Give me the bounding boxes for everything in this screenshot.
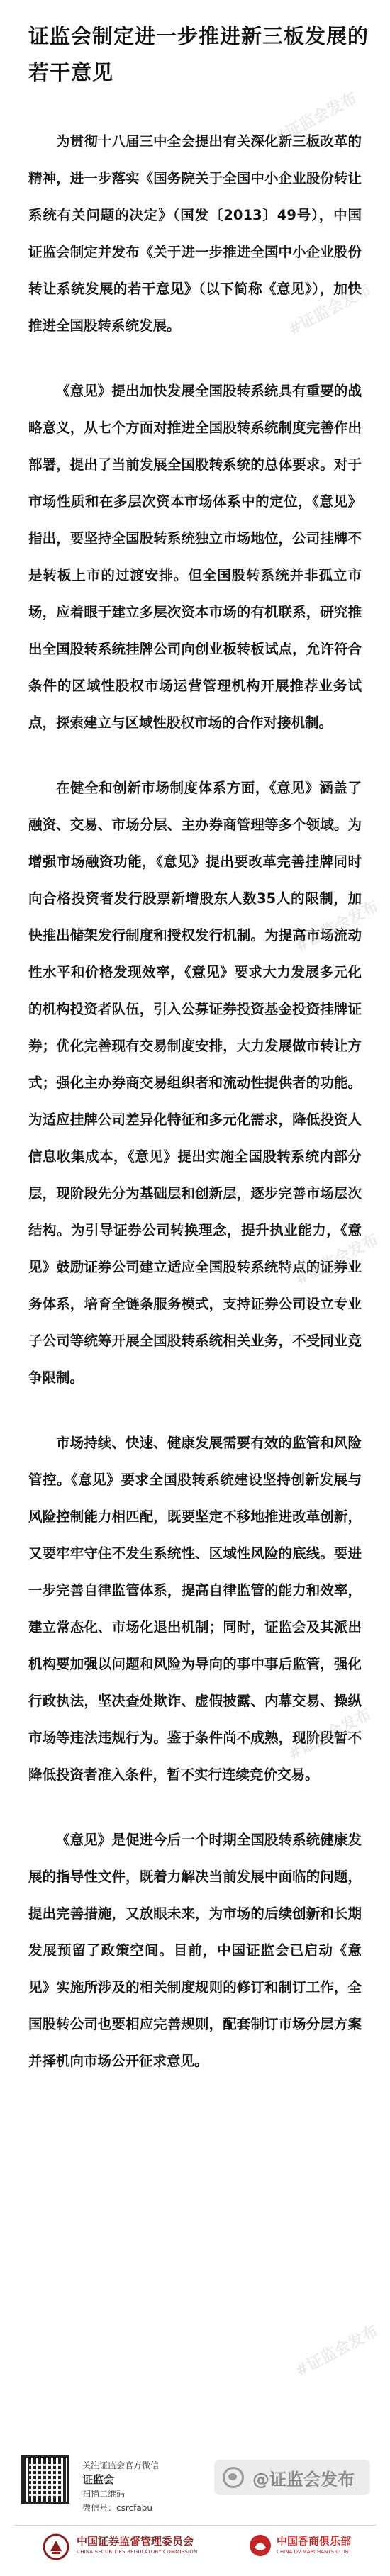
weibo-badge[interactable] (214, 2460, 370, 2495)
club-logo-icon (248, 2533, 272, 2558)
paragraph-supervision: 市场持续、快速、健康发展需要有效的监管和风险管控。《意见》要求全国股转系统建设坚持创新发展与风险控制能力相匹配，既要坚定不移地推进改革创新，又要牢牢守住不发生系统性、区域性风险的底线。要进一步完善自律监管体系，提高自律监管的能力和效率，建立常态化、市场化退出机制；同时，证监会及其派出机构要加强以问题和风险为导向的事中事后监管，强化行政执法，坚决查处欺诈、虚假披露、内幕交易、操纵市场等违法违规行为。鉴于条件尚不成熟，现阶段暂不降低投资者准入条件，暂不实行连续竞价交易。 (28, 1435, 362, 1783)
qr-code-icon[interactable] (21, 2455, 69, 2504)
paragraph-overview: 《意见》提出加快发展全国股转系统具有重要的战略意义，从七个方面对推进全国股转系统制度完善作出部署，提出了当前发展全国股转系统的总体要求。对于市场性质和在多层次资本市场体系中的定位，《意见》指出，要坚持全国股转系统独立市场地位，公司挂牌不是转板上市的过渡安排。但全国股转系统并非孤立市场，应着眼于建立多层次资本市场的有机联系，研究推出全国股转系统挂牌公司向创业板转板试点，允许符合条件的区域性股权市场运营管理机构开展推荐业务试点，探索建立与区域性股权市场的合作对接机制。 (28, 383, 362, 731)
paragraph-conclusion: 《意见》是促进今后一个时期全国股转系统健康发展的指导性文件，既着力解决当前发展中面临的问题，提出完善措施，又放眼未来，为市场的后续创新和长期发展预留了政策空间。目前，中国证监会已启动《意见》实施所涉及的相关制度规则的修订和制订工作，全国股转公司也要相应完善规则，配套制订市场分层方案并择机向市场公开征求意见。 (28, 1832, 362, 2069)
club-logo-text (277, 2535, 383, 2556)
watermark-text: #证监会发布 (292, 2322, 381, 2381)
watermark-text: #证监会发布 (271, 89, 360, 148)
csrc-name-en: CHINA SECURITIES REGULATORY COMMISSION (77, 2549, 198, 2555)
watermark-text: #证监会发布 (285, 1706, 374, 1764)
csrc-emblem-icon (43, 2533, 69, 2560)
weibo-account-label: @证监会发布 (252, 2470, 355, 2490)
promo-text (82, 2458, 196, 2515)
promo-brand: 证监会 (82, 2473, 115, 2486)
follow-promo (9, 2443, 381, 2514)
watermark-text: #证监会发布 (292, 1231, 381, 1289)
footer-divider (14, 2525, 376, 2526)
club-name-en: CHINA DV MARCHANTS CLUB (277, 2549, 349, 2555)
club-name: 中国香商俱乐部 (277, 2535, 352, 2548)
csrc-logo-text (77, 2535, 233, 2556)
paragraph-intro: 为贯彻十八届三中全会提出有关深化新三板改革的精神，进一步落实《国务院关于全国中小企业股份转让系统有关问题的决定》（国发〔2013〕49号），中国证监会制定并发布《关于进一步推进全国中小企业股份转让系统发展的若干意见》（以下简称《意见》），加快推进全国股转系统发展。 (28, 133, 362, 334)
article-body (0, 91, 390, 2080)
paragraph-market-system: 在健全和创新市场制度体系方面，《意见》涵盖了融资、交易、市场分层、主办券商管理等多个领域。为增强市场融资功能，《意见》提出要改革完善挂牌同时向合格投资者发行股票新增股东人数35人的限制，加快推出储架发行制度和授权发行机制。为提高市场流动性水平和价格发现效率，《意见》要求大力发展多元化的机构投资者队伍，引入公募证券投资基金投资挂牌证券；优化完善现有交易制度安排，大力发展做市转让方式；强化主办券商交易组织者和流动性提供者的功能。为适应挂牌公司差异化特征和多元化需求，降低投资人信息收集成本，《意见》提出实施全国股转系统内部分层，现阶段先分为基础层和创新层，逐步完善市场层次结构。为引导证券公司转换理念，提升执业能力，《意见》鼓励证券公司建立适应全国股转系统特点的证券业务体系，培育全链条服务模式，支持证券公司设立专业子公司等统筹开展全国股转系统相关业务，不受同业竞争限制。 (28, 780, 362, 1386)
promo-line-scan: 扫描二维码 (82, 2489, 126, 2499)
weibo-icon (223, 2467, 244, 2488)
promo-wechat-id: 微信号：csrcfabu (82, 2503, 152, 2513)
watermark-text: #证监会发布 (292, 897, 381, 956)
promo-line-follow: 关注证监会官方微信 (82, 2460, 160, 2470)
watermark-text: #证监会发布 (285, 281, 374, 340)
article-title: 证监会制定进一步推进新三板发展的若干意见 (28, 24, 369, 84)
csrc-name: 中国证券监督管理委员会 (77, 2535, 194, 2548)
